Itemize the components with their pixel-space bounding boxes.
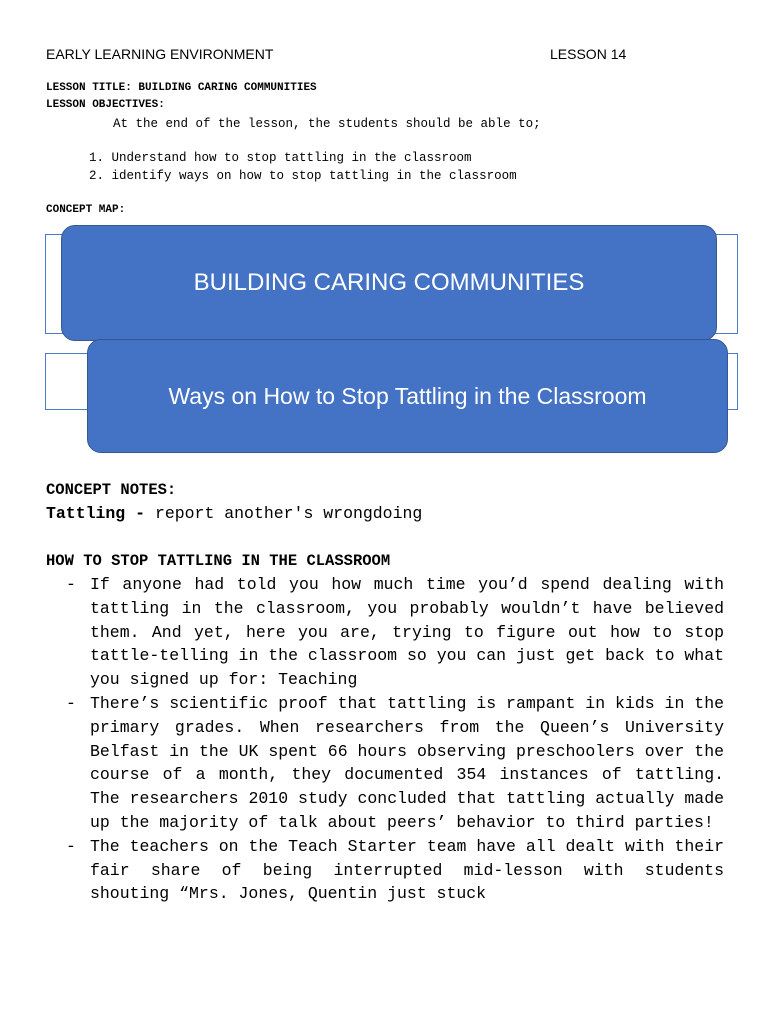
objectives-intro: At the end of the lesson, the students should be able to;: [113, 117, 541, 131]
concept-map-box-main: [61, 225, 717, 341]
bullet-text-1: If anyone had told you how much time you’d spend dealing with tattling in the classroom, you probably wouldn’t have believed them. And yet, here you are, trying to figure out how to stop tattle-telling in the classroom so you can just get back to what you signed up for: Teaching: [90, 575, 724, 690]
section-heading: HOW TO STOP TATTLING IN THE CLASSROOM: [46, 552, 391, 570]
lesson-title: LESSON TITLE: BUILDING CARING COMMUNITIES: [46, 82, 317, 94]
concept-notes-heading: CONCEPT NOTES:: [46, 481, 177, 499]
tattling-definition: [46, 504, 422, 523]
concept-map-box-sub-label: Ways on How to Stop Tattling in the Classroom: [168, 382, 647, 409]
definition-text: report another's wrongdoing: [154, 504, 423, 523]
definition-term: Tattling -: [46, 504, 146, 523]
list-item: - There’s scientific proof that tattling is rampant in kids in the primary grades. When researchers from the Queen’s University Belfast in the UK spent 66 hours observing preschoolers over the course of a month, they documented 354 instances of tattling. The researchers 2010 study concluded that tattling actually made up the majority of talk about peers’ behavior to third parties!: [66, 692, 724, 835]
list-item: - The teachers on the Teach Starter team have all dealt with their fair share of being interrupted mid-lesson with students shouting “Mrs. Jones, Quentin just stuck: [66, 835, 724, 906]
bullet-list: [66, 573, 724, 906]
page-header: [46, 46, 646, 66]
objectives-label: LESSON OBJECTIVES:: [46, 99, 165, 111]
objective-item-2: 2. identify ways on how to stop tattling in the classroom: [89, 169, 517, 183]
list-item: - If anyone had told you how much time you’d spend dealing with tattling in the classroom, you probably wouldn’t have believed them. And yet, here you are, trying to figure out how to stop tattle-telling in the classroom so you can just get back to what you signed up for: Teaching: [66, 573, 724, 692]
concept-map-box-main-label: BUILDING CARING COMMUNITIES: [193, 269, 585, 296]
concept-map-label: CONCEPT MAP:: [46, 204, 126, 216]
lesson-number: LESSON 14: [550, 46, 627, 62]
concept-map-box-sub: [87, 339, 728, 453]
bullet-text-2: There’s scientific proof that tattling is rampant in kids in the primary grades. When researchers from the Queen’s University Belfast in the UK spent 66 hours observing preschoolers over the course of a month, they documented 354 instances of tattling. The researchers 2010 study concluded that tattling actually made up the majority of talk about peers’ behavior to third parties!: [90, 693, 724, 832]
course-title: EARLY LEARNING ENVIRONMENT: [46, 46, 274, 62]
bullet-text-3: The teachers on the Teach Starter team have all dealt with their fair share of being interrupted mid-lesson with students shouting “Mrs. Jones, Quentin just stuck: [90, 836, 724, 904]
objective-item-1: 1. Understand how to stop tattling in the classroom: [89, 151, 472, 165]
